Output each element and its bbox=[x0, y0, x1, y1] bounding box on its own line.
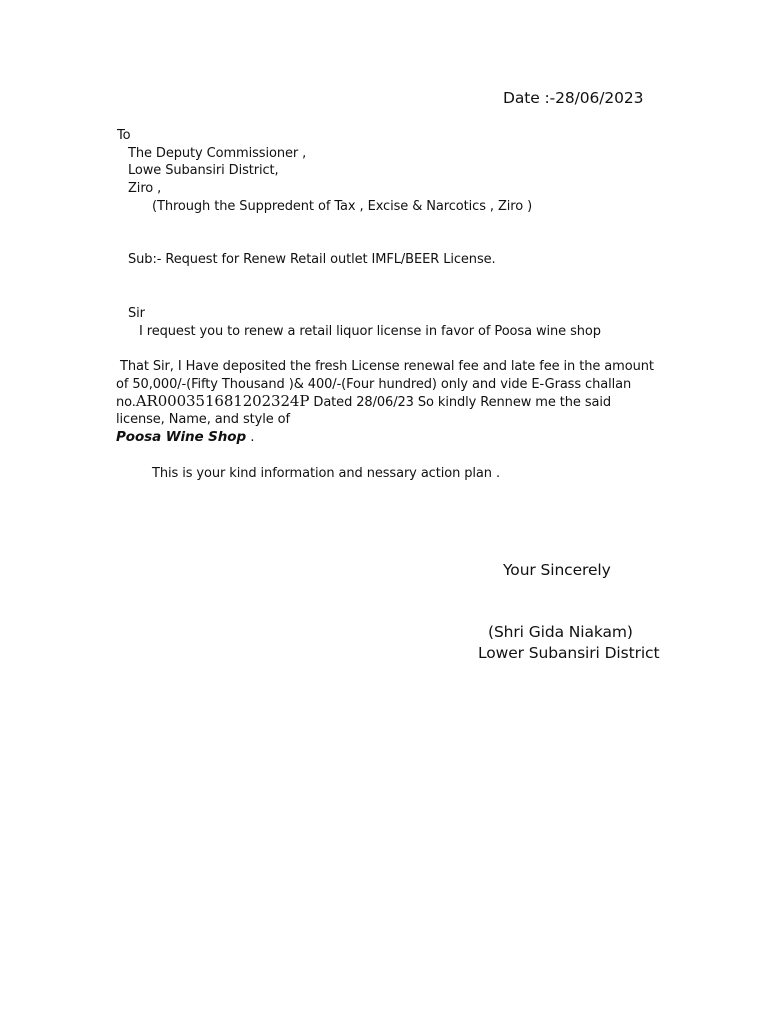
recipient-to: To bbox=[117, 128, 131, 143]
letter-salutation: Sir bbox=[128, 306, 145, 321]
closing: Your Sincerely bbox=[503, 561, 611, 579]
signer-name: (Shri Gida Niakam) bbox=[488, 623, 633, 641]
recipient-line-1: The Deputy Commissioner , bbox=[128, 146, 307, 161]
shop-suffix: . bbox=[246, 429, 255, 445]
info-line: This is your kind information and nessary action plan . bbox=[152, 466, 500, 481]
shop-name: Poosa Wine Shop bbox=[116, 429, 247, 445]
body-line-3 bbox=[116, 393, 611, 411]
shop-line bbox=[116, 429, 254, 446]
challan-prefix: no. bbox=[116, 395, 136, 410]
letter-subject: Sub:- Request for Renew Retail outlet IMFL/BEER License. bbox=[128, 252, 496, 267]
signer-district: Lower Subansiri District bbox=[478, 644, 660, 662]
body-line-1: That Sir, I Have deposited the fresh License renewal fee and late fee in the amount bbox=[120, 359, 654, 374]
letter-request: I request you to renew a retail liquor license in favor of Poosa wine shop bbox=[139, 324, 601, 339]
body-line-4: license, Name, and style of bbox=[116, 412, 290, 427]
body-line-2: of 50,000/-(Fifty Thousand )& 400/-(Four hundred) only and vide E-Grass challan bbox=[116, 377, 632, 392]
recipient-line-3: Ziro , bbox=[128, 181, 162, 196]
letter-date: Date :-28/06/2023 bbox=[503, 89, 644, 107]
recipient-through: (Through the Suppredent of Tax , Excise & Narcotics , Ziro ) bbox=[152, 199, 533, 214]
recipient-line-2: Lowe Subansiri District, bbox=[128, 163, 279, 178]
body-line-3-suffix: Dated 28/06/23 So kindly Rennew me the said bbox=[309, 395, 612, 410]
challan-number: AR000351681202324P bbox=[135, 392, 310, 410]
